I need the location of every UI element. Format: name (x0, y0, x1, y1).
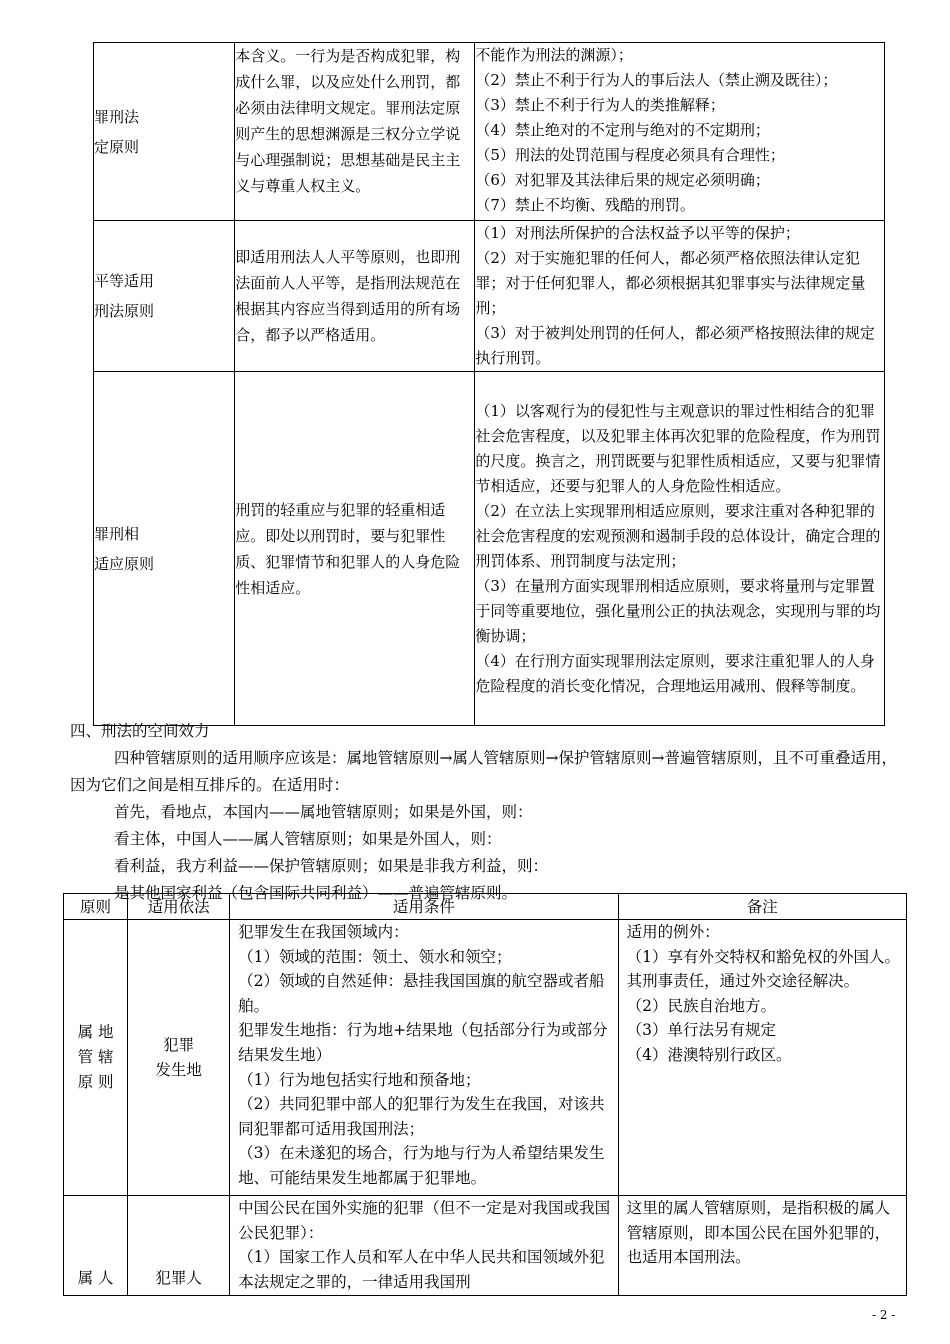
list-item: （3）在未遂犯的场合，行为地与行为人希望结果发生地、可能结果发生地都属于犯罪地。 (238, 1144, 605, 1187)
list-item: （1）对刑法所保护的合法权益予以平等的保护； (475, 224, 800, 242)
section-heading: 四、刑法的空间效力 (70, 722, 210, 740)
principle-requirements (475, 221, 885, 372)
principle-requirements (475, 372, 885, 726)
table-row (94, 43, 885, 221)
basis-line: 发生地 (155, 1060, 202, 1079)
list-item: （3）对于被判处刑罚的任何人，都必须严格按照法律的规定执行刑罚。 (475, 324, 875, 367)
list-item: （5）刑法的处罚范围与程度必须具有合理性； (475, 146, 785, 164)
list-item: （2）领域的自然延伸：悬挂我国国旗的航空器或者船舶。 (238, 972, 605, 1015)
column-header: 适用条件 (230, 894, 618, 920)
table-row (64, 920, 907, 1196)
list-item: 犯罪发生在我国领域内： (238, 923, 409, 941)
list-item: 不能作为刑法的渊源）； (475, 46, 633, 64)
list-item: 犯罪发生地指：行为地+结果地（包括部分行为或部分结果发生地） (238, 1021, 608, 1064)
principle-line: 属 人 (77, 1269, 114, 1287)
basis-cell (128, 920, 230, 1196)
principle-line: 管 辖 (77, 1048, 114, 1066)
list-item: （2）民族自治地方。 (626, 996, 776, 1015)
principle-name-line: 适应原则 (94, 554, 155, 573)
list-item: （4）禁止绝对的不定刑与绝对的不定期刑； (475, 121, 770, 139)
column-header: 原则 (64, 894, 128, 920)
principle-line: 原 则 (77, 1073, 114, 1091)
list-item: （3）单行法另有规定 (626, 1021, 776, 1040)
paragraph-text: 四种管辖原则的适用顺序应该是：属地管辖原则→属人管辖原则→保护管辖原则→普遍管辖原则，且不可重叠适用，因为它们之间是相互排斥的。在适用时： (70, 749, 897, 794)
list-item: 适用的例外： (626, 923, 720, 941)
principle-requirements (475, 43, 885, 221)
page-number: - 2 - (872, 1308, 896, 1322)
notes-cell (618, 1196, 906, 1296)
list-item: （2）对于实施犯罪的任何人，都必须严格依照法律认定犯罪；对于任何犯罪人，都必须根据其犯罪事实与法律规定量刑； (475, 249, 866, 317)
jurisdiction-table (63, 893, 907, 1296)
list-item: 这里的属人管辖原则，是指积极的属人管辖原则，即本国公民在国外犯罪的，也适用本国刑法。 (626, 1199, 891, 1267)
criminal-law-principles-table (93, 42, 885, 726)
list-item: （4）在行刑方面实现罪刑法定原则，要求注重犯罪人的人身危险程度的消长变化情况，合理地运用减刑、假释等制度。 (475, 651, 875, 695)
list-item: （4）港澳特别行政区。 (626, 1045, 792, 1064)
principle-name-cell (94, 221, 235, 372)
list-item: （1）享有外交特权和豁免权的外国人。其刑事责任，通过外交途径解决。 (626, 947, 900, 991)
step-line: 是其他国家利益（包含国际共同利益）——普遍管辖原则。 (114, 884, 518, 902)
principle-name-line: 罪刑相 (94, 524, 140, 543)
column-header: 备注 (618, 894, 906, 920)
table-header-row (64, 894, 907, 920)
principle-name-line: 刑法原则 (94, 302, 155, 320)
principle-name-line: 罪刑法 (94, 107, 140, 126)
notes-cell (618, 920, 906, 1196)
principle-name-cell (94, 43, 235, 221)
principle-cell (64, 1196, 128, 1296)
table-row (94, 221, 885, 372)
list-item: （1）行为地包括实行地和预备地； (238, 1070, 481, 1089)
principle-definition: 刑罚的轻重应与犯罪的轻重相适应。即处以刑罚时，要与犯罪性质、犯罪情节和犯罪人的人身危险性相适应。 (235, 372, 475, 726)
principle-name-cell (94, 372, 235, 726)
list-item: 中国公民在国外实施的犯罪（但不一定是对我国或我国公民犯罪）： (238, 1199, 611, 1242)
basis-line: 犯罪人 (155, 1269, 202, 1287)
list-item: （6）对犯罪及其法律后果的规定必须明确； (475, 171, 770, 189)
list-item: （2）共同犯罪中部人的犯罪行为发生在我国，对该共同犯罪都可适用我国刑法； (238, 1095, 605, 1138)
list-item: （3）在量刑方面实现罪刑相适应原则，要求将量刑与定罪置于同等重要地位，强化量刑公正的执法观念，实现刑与罪的均衡协调； (475, 576, 881, 645)
list-item: （1）以客观行为的侵犯性与主观意识的罪过性相结合的犯罪社会危害程度，以及犯罪主体再次犯罪的危险程度，作为刑罚的尺度。换言之，刑罚既要与犯罪性质相适应，又要与犯罪情节相适应，还要与犯罪人的人身危险性相适应。 (475, 401, 881, 495)
list-item: （1）国家工作人员和军人在中华人民共和国领域外犯本法规定之罪的，一律适用我国刑 (238, 1248, 605, 1291)
step-line: 首先，看地点，本国内——属地管辖原则；如果是外国，则： (114, 803, 533, 821)
column-header: 适用依法 (128, 894, 230, 920)
section-spatial-effect (70, 718, 910, 907)
table-row (94, 372, 885, 726)
principle-name-line: 平等适用 (94, 272, 155, 290)
step-line: 看利益，我方利益——保护管辖原则；如果是非我方利益，则： (114, 857, 549, 875)
step-line: 看主体，中国人——属人管辖原则；如果是外国人，则： (114, 830, 502, 848)
principle-definition: 本含义。一行为是否构成犯罪，构成什么罪，以及应处什么刑罚，都必须由法律明文规定。罪刑法定原则产生的思想渊源是三权分立学说与心理强制说；思想基础是民主主义与尊重人权主义。 (235, 43, 475, 221)
principle-definition: 即适用刑法人人平等原则，也即刑法面前人人平等，是指刑法规范在根据其内容应当得到适用的所有场合，都予以严格适用。 (235, 221, 475, 372)
basis-line: 犯罪 (163, 1035, 195, 1054)
table-row (64, 1196, 907, 1296)
principle-cell (64, 920, 128, 1196)
list-item: （2）禁止不利于行为人的事后法人（禁止溯及既往）； (475, 71, 838, 89)
list-item: （3）禁止不利于行为人的类推解释； (475, 96, 725, 114)
conditions-cell (230, 1196, 618, 1296)
list-item: （2）在立法上实现罪刑相适应原则，要求注重对各种犯罪的社会危害程度的宏观预测和遏制手段的总体设计，确定合理的刑罚体系、刑罚制度与法定刑； (475, 501, 881, 570)
conditions-cell (230, 920, 618, 1196)
basis-cell (128, 1196, 230, 1296)
list-item: （1）领域的范围：领土、领水和领空； (238, 947, 512, 966)
principle-line: 属 地 (77, 1023, 114, 1041)
section-paragraph (70, 745, 910, 799)
list-item: （7）禁止不均衡、残酷的刑罚。 (475, 196, 695, 214)
principle-name-line: 定原则 (94, 137, 140, 156)
